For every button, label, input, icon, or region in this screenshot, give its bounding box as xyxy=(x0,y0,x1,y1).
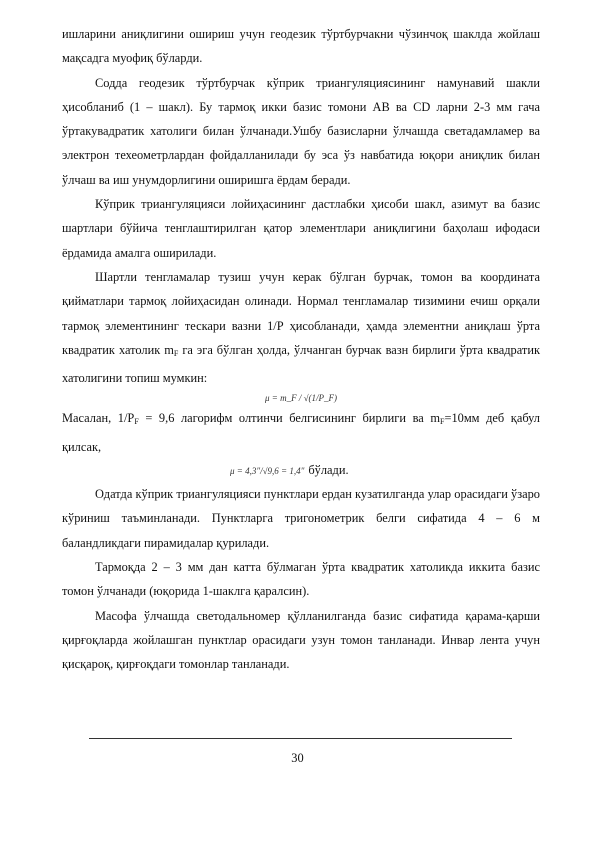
paragraph-5-subscript-1: F xyxy=(134,417,139,427)
paragraph-2: Содда геодезик тўртбурчак кўприк триангуляциясининг намунавий шакли ҳисобланиб (1 – шакл). Бу тармоқ икки базис томони АВ ва CD ларни 2-3 мм гача ўртакувадратик хатолиги билан ўлчанади.Ушбу базисларни ўлчашда светадамламер ва электрон техеометрлардан фойдалланилади бу эса ўз навбатида юқори аниқлик билан ўлчаш ва иш унумдорлигини оширишга ёрдам беради. xyxy=(62,75,540,187)
paragraph-8: Масофа ўлчашда светодальномер қўлланилганда базис сифатида қарама-қарши қирғоқларда жойлашган пунктлар орасидаги узун томон танланади. Инвар лента учун қисқароқ, қирғоқдаги томонлар танланади. xyxy=(62,608,540,672)
paragraph-4-text-b: га эга бўлган ҳолда, ўлчанган бурчак вазн бирлиги ўрта квадратик хатолигини топиш мумкин: xyxy=(62,342,540,386)
formula-1: μ = m_F / √(1/P_F) xyxy=(264,393,338,404)
paragraph-5-text-a: Масалан, 1/Р xyxy=(62,411,135,426)
footer-divider xyxy=(89,738,512,739)
paragraph-5 xyxy=(62,406,540,459)
page-content xyxy=(62,22,540,676)
formula-2-line xyxy=(62,459,540,482)
paragraph-7: Тармоқда 2 – 3 мм дан катта бўлмаган ўрта квадратик хатоликда иккита базис томон ўлчанади (юқорида 1-шаклга қаралсин). xyxy=(62,559,540,599)
page-number: 30 xyxy=(291,751,304,765)
paragraph-5-text-c: =10мм деб қабул қилсак, xyxy=(62,411,540,454)
paragraph-6: Одатда кўприк триангуляцияси пунктлари ердан кузатилганда улар орасидаги ўзаро кўриниш таъминланади. Пунктларга тригонометрик белги сифатида 4 – 6 м баландликдаги пирамидалар қурилади. xyxy=(62,487,540,550)
paragraph-4 xyxy=(62,265,540,390)
paragraph-5-subscript-2: F xyxy=(440,417,445,427)
paragraph-1: ишларини аниқлигини ошириш учун геодезик тўртбурчакни чўзинчоқ шаклда жойлаш мақсадга муофиқ бўларди. xyxy=(62,27,540,66)
paragraph-3: Кўприк триангуляцияси лойиҳасининг дастлабки ҳисоби шакл, азимут ва базис шартлари бўйича тенглаштирилган қатор элементлари аниқлигини баҳолаш ифодаси ёрдамида амалга оширилади. xyxy=(62,197,540,260)
paragraph-4-subscript: F xyxy=(173,348,179,358)
formula-2: μ = 4,3″/√9,6 = 1,4″ xyxy=(230,466,305,477)
paragraph-4-text-a: Шартли тенгламалар тузиш учун керак бўлган бурчак, томон ва координата қийматлари тармоқ лойиҳасидан олинади. Нормал тенгламалар тизимини ечиш орқали тармоқ элементининг тескари вазни 1/Р ҳисобланади, ҳамда элементни аниқлаш ўрта квадратик хатолик m xyxy=(62,269,540,357)
paragraph-5-text-b: = 9,6 лагорифм олтинчи белгисининг бирлиги ва m xyxy=(138,411,440,426)
formula-2-suffix: бўлади. xyxy=(308,463,349,478)
